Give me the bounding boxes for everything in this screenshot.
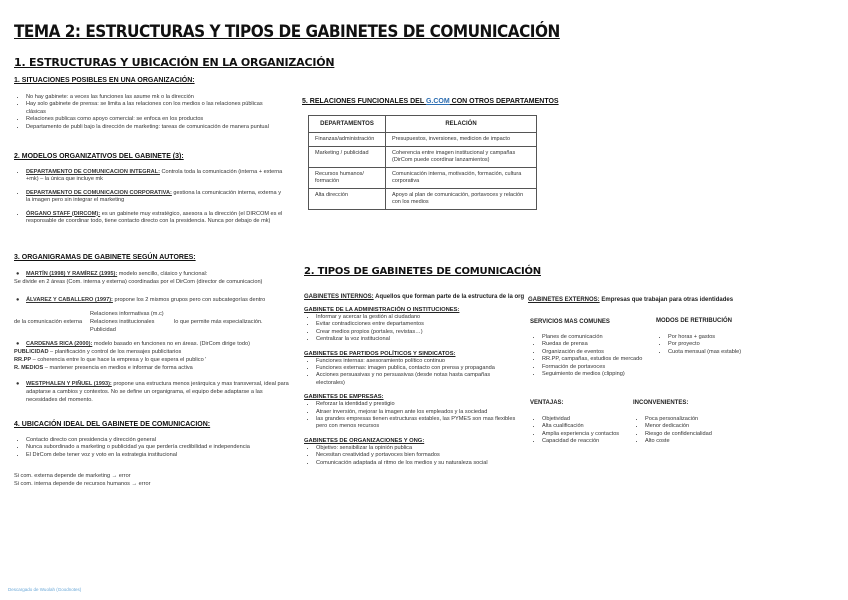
modelo-item: • DEPARTAMENTO DE COMUNICACION CORPORATIVA: gestiona la comunicación interna, externa y la imagen pero sin integrar el marketing [26, 190, 284, 205]
ubicacion-item: • Contacto directo con presidencia y dirección general [26, 437, 299, 444]
inconveniente-item: • Alto coste [645, 438, 743, 445]
cardenas-line: PUBLICIDAD – planificación y control de los mensajes publicitarios [14, 349, 182, 355]
relation-cell: Apoyo al plan de comunicación, portavoces y relación con los medios [386, 189, 537, 210]
cardenas-desc: modelo basado en funciones no en áreas. (DirCom dirige todo) [92, 341, 250, 347]
situacion-item: • Hay solo gabinete de prensa: se limita a las relaciones con los medios o las relaciones públicas clásicas [26, 101, 284, 116]
table-row [309, 133, 537, 147]
group-title: GABINETES DE EMPRESAS: [304, 394, 384, 401]
martin-line2: Se divide en 2 áreas (Com. interna y externa) coordinadas por el DirCom (director de comunicacion) [14, 279, 263, 285]
ext-item: Publicidad [90, 327, 116, 333]
group-item: • Informar y acercar la gestión al ciudadano [316, 314, 519, 321]
table-row [309, 147, 537, 168]
group-item: • las grandes empresas tienen estructuras estables, las PYMES son mas flexibles pero con menos recursos [316, 416, 519, 431]
westphalen-name: WESTPHALEN Y PIÑUEL (1993): [26, 381, 112, 387]
retribucion-item: • Cuota mensual (mas estable) [668, 349, 766, 356]
situacion-item: • Departamento de publi bajo la dirección de marketing: tareas de comunicación de manera puntual [26, 124, 284, 131]
dept-cell: Recursos humanos/ formación [309, 168, 386, 189]
group-title: GABINETES DE ORGANIZACIONES Y ONG: [304, 437, 425, 444]
group-item: • Centralizar la voz institucional [316, 336, 519, 343]
ubicacion-note: Si com. externa depende de marketing → error [14, 473, 131, 479]
dept-cell: Finanzas/administración [309, 133, 386, 147]
ext-label: de la comunicación externa [14, 319, 83, 325]
ventaja-item: • Amplia experiencia y contactos [542, 431, 640, 438]
group-item: • Comunicación adaptada al ritmo de los medios y su naturaleza social [316, 460, 519, 467]
page-title: TEMA 2: ESTRUCTURAS Y TIPOS DE GABINETES DE COMUNICACIÓN [14, 22, 560, 42]
ventaja-item: • Capacidad de reacción [542, 438, 640, 445]
gabinetes-internos-groups [304, 307, 519, 467]
servicio-item: • Organización de eventos [542, 349, 665, 356]
relaciones-heading: 5. RELACIONES FUNCIONALES DEL G.COM CON OTROS DEPARTAMENTOS [302, 98, 559, 105]
relaciones-table [308, 115, 537, 210]
ubicacion-note: Si com. interna depende de recursos humanos → error [14, 481, 151, 487]
group-item: • Reforzar la identidad y prestigio [316, 401, 519, 408]
servicios-heading: SERVICIOS MAS COMUNES [530, 319, 610, 325]
servicio-item: • Ruedas de prensa [542, 341, 665, 348]
servicios-list [530, 334, 665, 378]
ext-items [90, 310, 174, 334]
retribucion-heading: MODOS DE RETRIBUCIÓN [656, 318, 733, 324]
alvarez-desc: propone los 2 mismos grupos pero con subcategorías dentro [112, 297, 266, 303]
situacion-item: • Relaciones publicas como apoyo comercial: se enfoca en los productos [26, 116, 284, 123]
ventaja-item: • Alta cualificación [542, 423, 640, 430]
cardenas-lines [14, 348, 289, 372]
situaciones-list [14, 94, 284, 131]
ext-item: Relaciones institucionales [90, 319, 155, 325]
group-item: • Objetivo: sensibilizar la opinión publica [316, 445, 519, 452]
relation-cell: Coherencia entre imagen institucional y campañas (DirCom puede coordinar lanzamientos) [386, 147, 537, 168]
situacion-item: • No hay gabinete: a veces las funciones las asume mk o la dirección [26, 94, 284, 101]
section-1-heading: 1. ESTRUCTURAS Y UBICACIÓN EN LA ORGANIZACIÓN [14, 56, 335, 69]
group-item: • Acciones persuasivas y no persuasivas (desde notas hasta campañas electorales) [316, 372, 519, 387]
modelo-item: • ÓRGANO STAFF (DIRCOM): es un gabinete muy estratégico, asesora a la dirección (el DIRCOM es el responsable de coordinar todo, tiene contacto directo con la presidencia. Nunca por debajo de mk) [26, 211, 284, 226]
ext-item: Relaciones informativas (m.c) [90, 311, 164, 317]
retribucion-list [656, 334, 766, 356]
group-item: • Funciones externas: imagen publica, contacto con prensa y propaganda [316, 365, 519, 372]
organigramas-heading: 3. ORGANIGRAMAS DE GABINETE SEGÚN AUTORES: [14, 254, 196, 261]
ubicacion-item: • El DirCom debe tener voz y voto en la estrategia institucional [26, 452, 299, 459]
alvarez-name: ÁLVAREZ Y CABALLERO (1997): [26, 297, 113, 303]
inconveniente-item: • Menor dedicación [645, 423, 743, 430]
cardenas-line: R. MEDIOS – mantener presencia en medios e informar de forma activa [14, 365, 193, 371]
ubicacion-ideal-heading: 4. UBICACIÓN IDEAL DEL GABINETE DE COMUNICACION: [14, 421, 211, 428]
section-2-heading: 2. TIPOS DE GABINETES DE COMUNICACIÓN [304, 266, 541, 277]
comunicacion-externa-breakdown [14, 310, 289, 334]
inconveniente-item: • Poca personalización [645, 416, 743, 423]
group-title: GABINETE DE LA ADMINISTRACIÓN O INSTITUCIONES: [304, 307, 460, 313]
modelos-list [14, 169, 284, 231]
servicio-item: • Planes de comunicación [542, 334, 665, 341]
retribucion-item: • Por horas + gastos [668, 334, 766, 341]
table-row [309, 168, 537, 189]
bullet-icon: ● [16, 341, 20, 347]
group-item: • Atraer inversión, mejorar la imagen ante los empleados y la sociedad [316, 409, 519, 416]
gabinetes-internos-heading: GABINETES INTERNOS: Aquellos que forman parte de la estructura de la org [304, 294, 525, 300]
bullet-icon: ● [16, 381, 20, 387]
martin-name: MARTÍN (1998) Y RAMÍREZ (1995): [26, 271, 118, 277]
ext-note: lo que permite más especialización. [174, 319, 263, 325]
group-item: • Crear medios propios (portales, revistas…) [316, 329, 519, 336]
col-relacion: RELACIÓN [386, 116, 537, 133]
modelo-item: • DEPARTAMENTO DE COMUNICACION INTEGRAL: Controla toda la comunicación (interna + externa +mk) – la única que incluye mk [26, 169, 284, 184]
cardenas-line: RR.PP – coherencia entre lo que hace la empresa y lo que espera el publico ' [14, 357, 207, 363]
inconvenientes-heading: INCONVENIENTES: [633, 400, 689, 406]
ubicacion-item: • Nunca subordinado a marketing o publicidad ya que perdería credibilidad e independencia [26, 444, 299, 451]
ubicacion-ideal-notes [14, 472, 299, 488]
westphalen-desc: propone una estructura menos jerárquica y mas transversal, ideal para adaptarse a cambios y contextos. No se define un organigrama, el equipo debe adaptarse a las necesidades del momento. [26, 381, 289, 403]
cardenas-name: CARDENAS RICA (2000): [26, 341, 93, 347]
bullet-icon: ● [16, 271, 20, 277]
inconvenientes-list [633, 416, 743, 446]
servicio-item: • RR.PP, campañas, estudios de mercado [542, 356, 665, 363]
gabinetes-externos-heading: GABINETES EXTERNOS: Empresas que trabajan para otras identidades [528, 297, 734, 303]
ventaja-item: • Objetividad [542, 416, 640, 423]
dept-cell: Alta dirección [309, 189, 386, 210]
dept-cell: Marketing / publicidad [309, 147, 386, 168]
relation-cell: Presupuestos, inversiones, medicion de impacto [386, 133, 537, 147]
situaciones-heading: 1. SITUACIONES POSIBLES EN UNA ORGANIZACIÓN: [14, 77, 195, 84]
ventajas-heading: VENTAJAS: [530, 400, 564, 406]
organigramas-block [14, 270, 289, 404]
group-title: GABINETES DE PARTIDOS POLÍTICOS Y SINDICATOS: [304, 350, 456, 357]
relation-cell: Comunicación interna, motivación, formación, cultura corporativa [386, 168, 537, 189]
inconveniente-item: • Riesgo de confidencialidad [645, 431, 743, 438]
table-row [309, 189, 537, 210]
servicio-item: • Seguimiento de medios (clipping) [542, 371, 665, 378]
group-item: • Necesitan creatividad y portavoces bien formados [316, 452, 519, 459]
col-departamentos: DEPARTAMENTOS [309, 116, 386, 133]
group-item: • Funciones internas: asesoramiento político continuo [316, 358, 519, 365]
martin-desc: modelo sencillo, clásico y funcional: [117, 271, 208, 277]
bullet-icon: ● [16, 297, 20, 303]
footer-watermark: Descargado de Wuolah (Goodnotes) [8, 587, 82, 592]
relaciones-table-wrap [308, 115, 537, 210]
retribucion-item: • Por proyecto [668, 341, 766, 348]
group-item: • Evitar contradicciones entre departamentos [316, 321, 519, 328]
modelos-heading: 2. MODELOS ORGANIZATIVOS DEL GABINETE (3): [14, 153, 184, 160]
servicio-item: • Formación de portavoces [542, 364, 665, 371]
ventajas-list [530, 416, 640, 446]
ubicacion-ideal-list [14, 437, 299, 459]
